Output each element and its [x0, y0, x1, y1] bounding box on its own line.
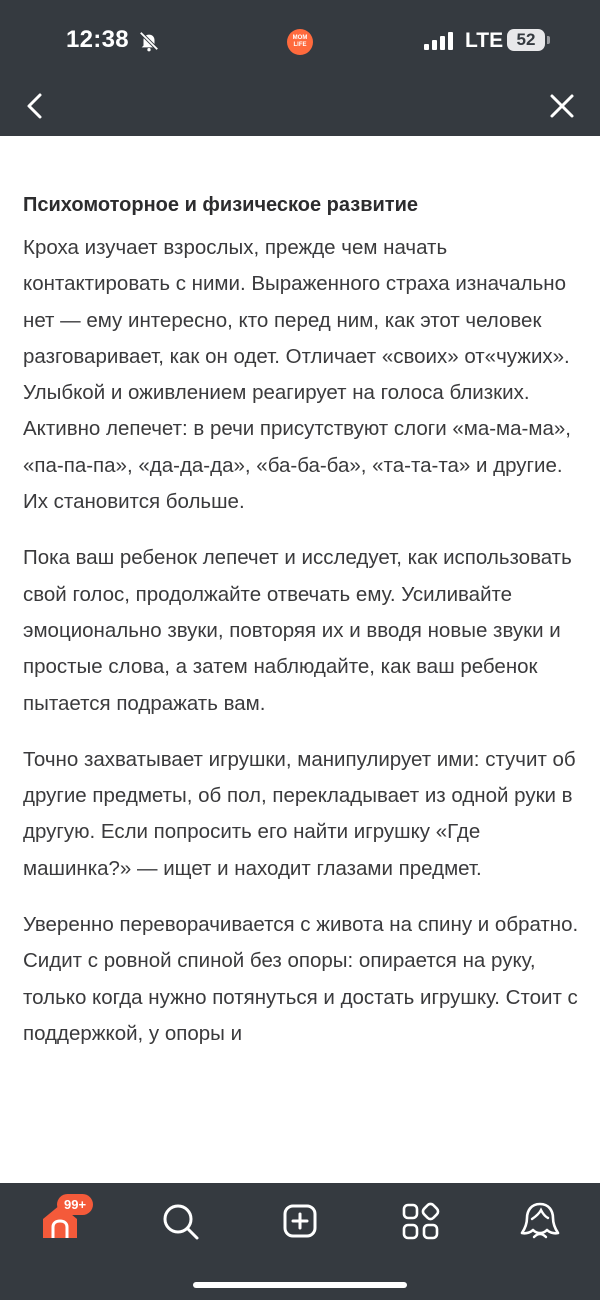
bell-off-icon — [138, 30, 160, 52]
battery-tip — [547, 36, 550, 44]
add-icon[interactable] — [278, 1199, 322, 1243]
status-bar — [0, 0, 600, 80]
profile-icon[interactable] — [518, 1199, 562, 1243]
article-paragraph: Кроха изучает взрослых, прежде чем начать контактировать с ними. Выраженного страха изначально нет — ему интересно, кто перед ним, как этот человек разговаривает, как он одет. Отличает «своих» от«чужих». Улыбкой и оживлением реагирует на голоса близких. Активно лепечет: в речи присутствуют слоги «ма-ма-ма», «па-па-па», «да-да-да», «ба-ба-ба», «та-та-та» и другие. Их становится больше. — [23, 236, 571, 514]
close-icon[interactable] — [545, 88, 579, 124]
article-paragraph: Точно захватывает игрушки, манипулирует ими: стучит об другие предметы, об пол, перекладывает из одной руки в другую. Если попросить его найти игрушку «Где машинка?» — ищет и находит глазами предмет. — [23, 747, 576, 880]
mom-life-app-icon: MOM LIFE — [287, 29, 313, 55]
status-time: 12:38 — [66, 26, 129, 53]
article-content — [23, 188, 583, 1072]
top-bar — [0, 0, 600, 136]
notification-badge: 99+ — [57, 1194, 93, 1215]
search-icon[interactable] — [158, 1199, 202, 1243]
battery-indicator: 52 — [507, 29, 545, 51]
network-type: LTE — [465, 29, 504, 52]
cellular-signal-icon — [424, 32, 454, 50]
article-paragraph: Уверенно переворачивается с живота на спину и обратно. Сидит с ровной спиной без опоры: опирается на руку, только когда нужно потянуться и достать игрушку. Стоит с поддержкой, у опоры и — [23, 913, 579, 1045]
article-heading: Психомоторное и физическое развитие — [23, 194, 419, 216]
article-paragraph: Пока ваш ребенок лепечет и исследует, как использовать свой голос, продолжайте отвечать ему. Усиливайте эмоционально звуки, повторяя их и вводя новые звуки и простые слова, а затем наблюдайте, как ваш ребенок пытается подражать вам. — [23, 546, 572, 715]
home-indicator — [193, 1282, 407, 1288]
chevron-left-icon[interactable] — [20, 88, 52, 124]
apps-icon[interactable] — [398, 1199, 442, 1243]
